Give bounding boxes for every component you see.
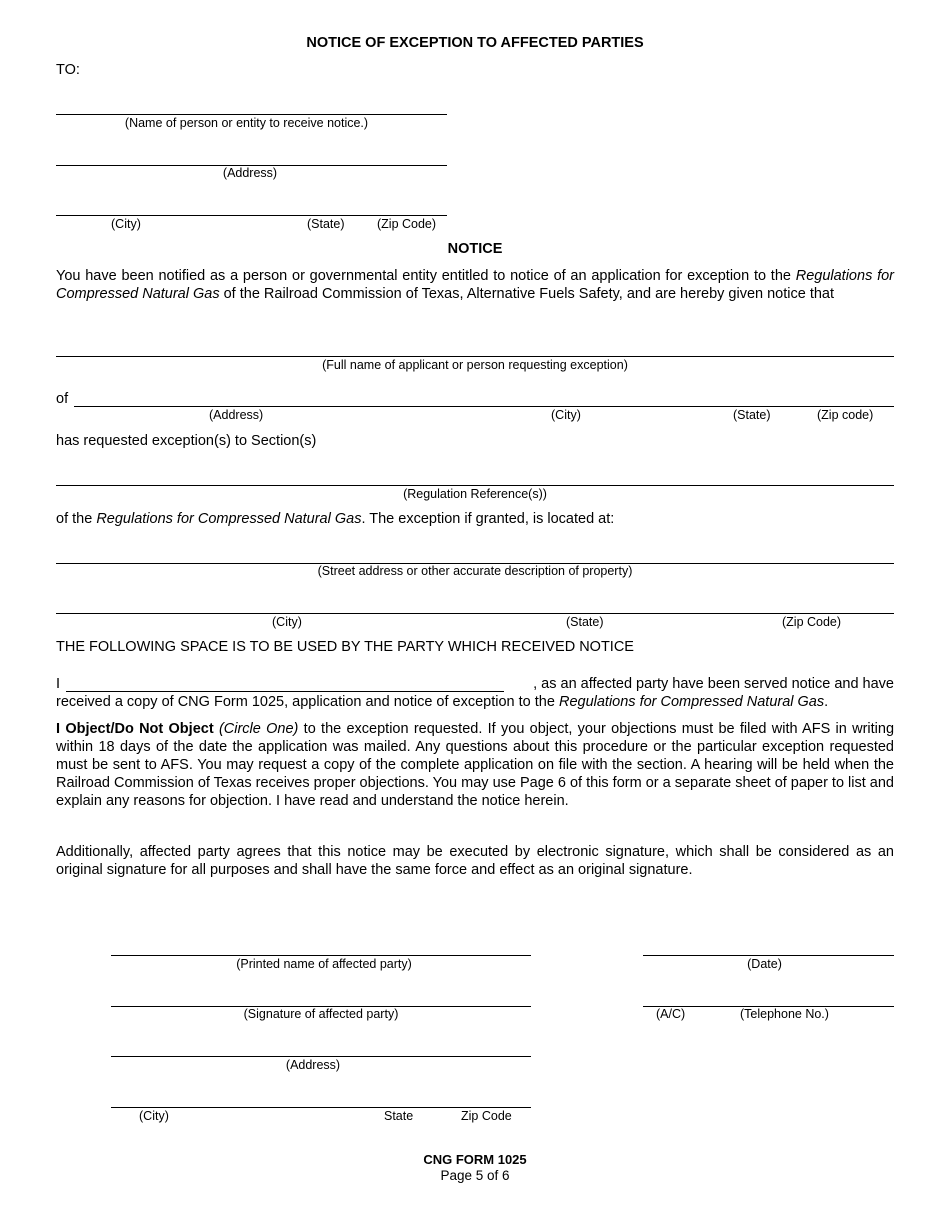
- party-city-state-zip-line[interactable]: [111, 1107, 531, 1108]
- applicant-city-caption: (City): [551, 408, 581, 422]
- date-caption: (Date): [747, 957, 782, 971]
- page-title: NOTICE OF EXCEPTION TO AFFECTED PARTIES: [306, 35, 644, 51]
- recipient-city-caption: (City): [111, 217, 141, 231]
- recipient-address-caption: (Address): [222, 166, 278, 180]
- regulation-name: Regulations for Compressed Natural Gas: [56, 268, 895, 302]
- applicant-state-caption: (State): [733, 408, 771, 422]
- recipient-city-state-zip-line[interactable]: [56, 215, 447, 216]
- recipient-name-caption: (Name of person or entity to receive notice.): [124, 116, 369, 130]
- applicant-zip-caption: (Zip code): [817, 408, 874, 422]
- party-heading: THE FOLLOWING SPACE IS TO BE USED BY THE PARTY WHICH RECEIVED NOTICE: [56, 639, 634, 655]
- property-street-caption: (Street address or other accurate description of property): [317, 564, 633, 578]
- party-zip-caption: Zip Code: [461, 1109, 512, 1123]
- affected-party-name-line[interactable]: [66, 691, 504, 692]
- printed-name-line[interactable]: [111, 955, 531, 956]
- property-city-state-zip-line[interactable]: [56, 613, 894, 614]
- location-text: of the Regulations for Compressed Natural Gas. The exception if granted, is located at:: [56, 511, 615, 527]
- recipient-state-caption: (State): [307, 217, 345, 231]
- applicant-address-line[interactable]: [74, 406, 894, 407]
- form-name: CNG FORM 1025: [423, 1152, 527, 1167]
- served-line2: received a copy of CNG Form 1025, application and notice of exception to the Regulations for Compressed Natural Gas.: [56, 694, 829, 710]
- regulation-name: Regulations for Compressed Natural Gas: [96, 511, 362, 527]
- esign-paragraph: Additionally, affected party agrees that this notice may be executed by electronic signature, which shall be considered as an original signature for all purposes and shall have the same force and effect as an original signature.: [56, 844, 894, 878]
- object-choice-label[interactable]: I Object/Do Not Object: [56, 721, 214, 737]
- applicant-name-line[interactable]: [56, 356, 894, 357]
- regulation-reference-line[interactable]: [56, 485, 894, 486]
- party-state-caption: State: [384, 1109, 414, 1123]
- requested-text: has requested exception(s) to Section(s): [56, 433, 317, 449]
- notice-heading: NOTICE: [447, 241, 503, 257]
- page-number: Page 5 of 6: [440, 1168, 510, 1183]
- applicant-address-caption: (Address): [209, 408, 264, 422]
- signature-caption: (Signature of affected party): [243, 1007, 399, 1021]
- property-state-caption: (State): [566, 615, 604, 629]
- applicant-name-caption: (Full name of applicant or person requesting exception): [322, 358, 628, 372]
- date-line[interactable]: [643, 955, 894, 956]
- party-address-line[interactable]: [111, 1056, 531, 1057]
- of-label: of: [56, 391, 69, 407]
- served-i-label: I: [56, 676, 61, 692]
- recipient-name-line[interactable]: [56, 114, 447, 115]
- printed-name-caption: (Printed name of affected party): [236, 957, 412, 971]
- regulation-name: Regulations for Compressed Natural Gas: [558, 694, 825, 710]
- property-city-caption: (City): [272, 615, 302, 629]
- served-line1-rest: , as an affected party have been served notice and have: [533, 676, 894, 692]
- telephone-caption: (Telephone No.): [740, 1007, 829, 1021]
- to-label: TO:: [56, 62, 80, 78]
- regulation-reference-caption: (Regulation Reference(s)): [403, 487, 547, 501]
- party-city-caption: (City): [139, 1109, 169, 1123]
- object-paragraph: I Object/Do Not Object (Circle One) to the exception requested. If you object, your objections must be filed with AFS in writing within 18 days of the date the application was mailed. Any questions about this procedure or the particular exception requested must be sent to AFS. You may request a copy of the complete application on file with the section. A hearing will be held when the Railroad Commission of Texas receives proper objections. You may use Page 6 of this form or a separate sheet of paper to list and explain any reasons for objection. I have read and understand the notice herein.: [56, 721, 895, 809]
- party-address-caption: (Address): [285, 1058, 341, 1072]
- recipient-zip-caption: (Zip Code): [377, 217, 437, 231]
- property-zip-caption: (Zip Code): [782, 615, 842, 629]
- intro-paragraph: You have been notified as a person or governmental entity entitled to notice of an application for exception to the Regulations for Compressed Natural Gas of the Railroad Commission of Texas, Alternative Fuels Safety, and are hereby given notice that: [56, 268, 895, 302]
- area-code-caption: (A/C): [656, 1007, 686, 1021]
- circle-one-note: (Circle One): [218, 721, 299, 737]
